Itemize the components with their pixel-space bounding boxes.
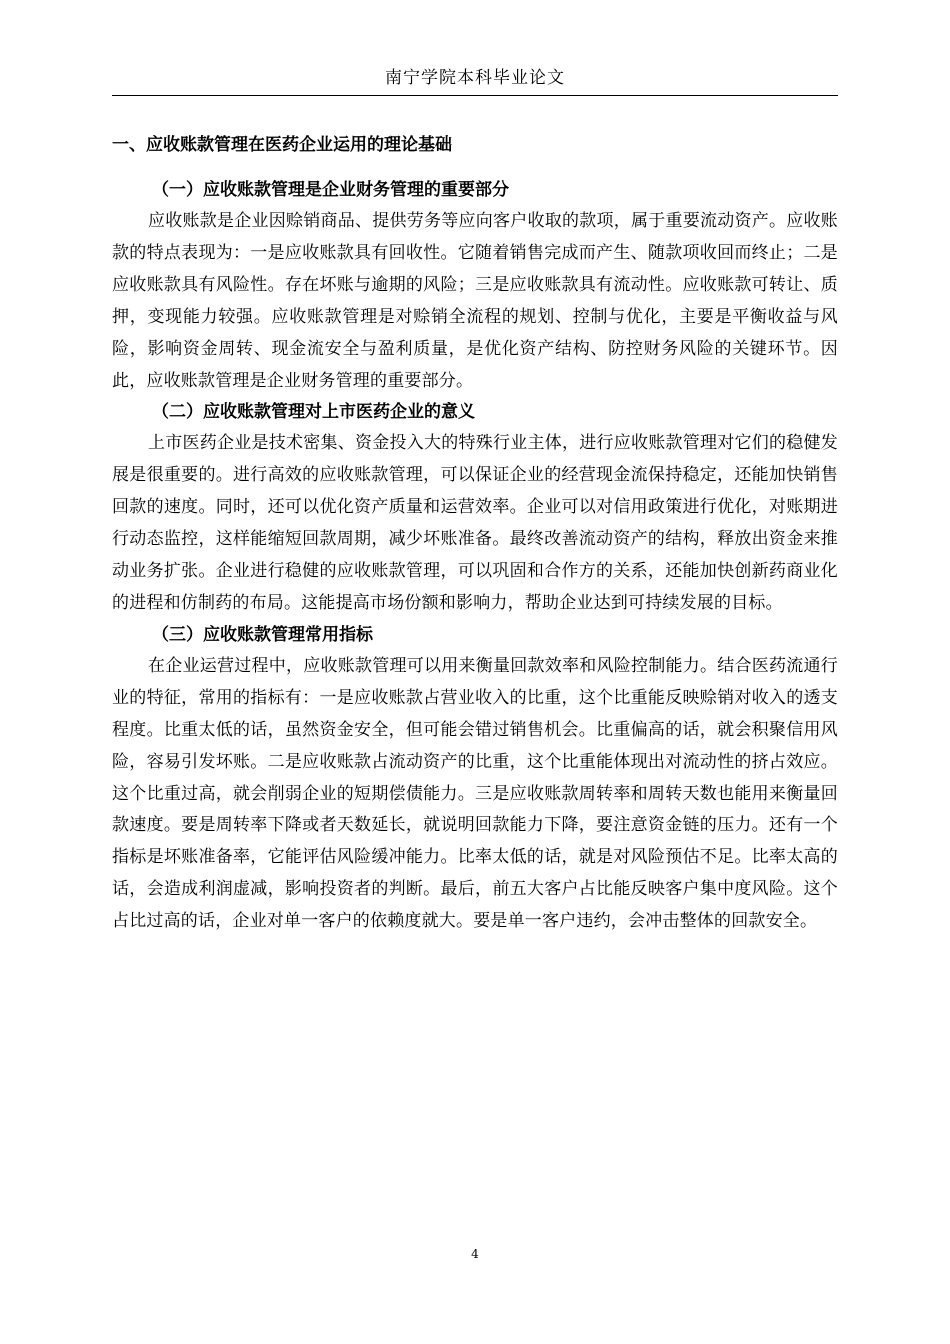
paragraph-2: 上市医药企业是技术密集、资金投入大的特殊行业主体，进行应收账款管理对它们的稳健发展是很重要的。进行高效的应收账款管理，可以保证企业的经营现金流保持稳定，还能加快销售回款的速度。同时，还可以优化资产质量和运营效率。企业可以对信用政策进行优化，对账期进行动态监控，这样能缩短回款周期，减少坏账准备。最终改善流动资产的结构，释放出资金来推动业务扩张。企业进行稳健的应收账款管理，可以巩固和合作方的关系，还能加快创新药商业化的进程和仿制药的布局。这能提高市场份额和影响力，帮助企业达到可持续发展的目标。 — [112, 433, 838, 613]
document-body — [112, 130, 838, 938]
header-divider — [112, 95, 838, 96]
subsection-heading-1: （一）应收账款管理是企业财务管理的重要部分 — [152, 180, 509, 200]
page-header-title: 南宁学院本科毕业论文 — [385, 68, 565, 88]
paragraph-3: 在企业运营过程中，应收账款管理可以用来衡量回款效率和风险控制能力。结合医药流通行业的特征，常用的指标有：一是应收账款占营业收入的比重，这个比重能反映赊销对收入的透支程度。比重太低的话，虽然资金安全，但可能会错过销售机会。比重偏高的话，就会积聚信用风险，容易引发坏账。二是应收账款占流动资产的比重，这个比重能体现出对流动性的挤占效应。这个比重过高，就会削弱企业的短期偿债能力。三是应收账款周转率和周转天数也能用来衡量回款速度。要是周转率下降或者天数延长，就说明回款能力下降，要注意资金链的压力。还有一个指标是坏账准备率，它能评估风险缓冲能力。比率太低的话，就是对风险预估不足。比率太高的话，会造成利润虚减，影响投资者的判断。最后，前五大客户占比能反映客户集中度风险。这个占比过高的话，企业对单一客户的依赖度就大。要是单一客户违约，会冲击整体的回款安全。 — [112, 655, 838, 932]
subsection-heading-3: （三）应收账款管理常用指标 — [152, 624, 373, 645]
page-number: 4 — [471, 1247, 479, 1261]
subsection-heading-2: （二）应收账款管理对上市医药企业的意义 — [152, 402, 475, 423]
paragraph-1: 应收账款是企业因赊销商品、提供劳务等应向客户收取的款项，属于重要流动资产。应收账款的特点表现为：一是应收账款具有回收性。它随着销售完成而产生、随款项收回而终止；二是应收账款具有风险性。存在坏账与逾期的风险；三是应收账款具有流动性。应收账款可转让、质押，变现能力较强。应收账款管理是对赊销全流程的规划、控制与优化，主要是平衡收益与风险，影响资金周转、现金流安全与盈利质量，是优化资产结构、防控财务风险的关键环节。因此，应收账款管理是企业财务管理的重要部分。 — [112, 211, 838, 391]
section-heading: 一、应收账款管理在医药企业运用的理论基础 — [112, 135, 452, 155]
